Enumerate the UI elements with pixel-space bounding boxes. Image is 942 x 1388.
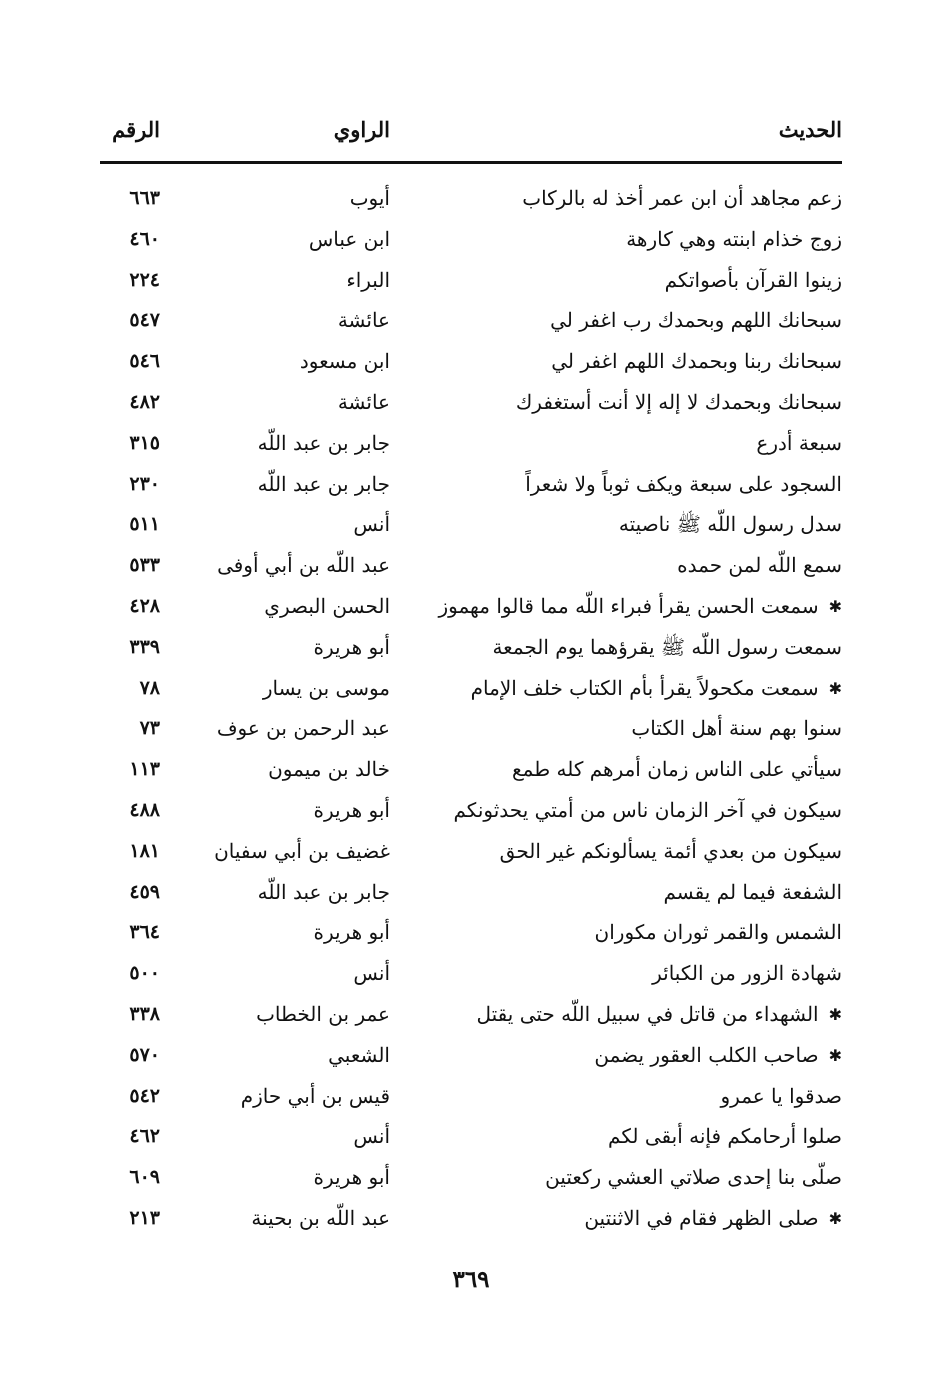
table-header bbox=[100, 112, 842, 152]
hadith-label: الشفعة فيما لم يقسم bbox=[663, 879, 842, 904]
hadith-label: صلوا أرحامكم فإنه أبقى لكم bbox=[608, 1124, 842, 1149]
rawi-name: أبو هريرة bbox=[313, 1165, 390, 1190]
hadith-label: سبحانك وبحمدك لا إله إلا أنت أستغفرك bbox=[515, 389, 842, 414]
hadith-number: ٥٤٧ bbox=[129, 309, 160, 332]
hadith-text bbox=[402, 1035, 842, 1076]
hadith-text bbox=[402, 627, 842, 667]
rawi-name: أبو هريرة bbox=[313, 797, 390, 822]
hadith-text bbox=[402, 912, 842, 952]
rawi-name: عائشة bbox=[337, 308, 390, 333]
table-row bbox=[100, 260, 842, 301]
rawi-name: الشعبي bbox=[328, 1042, 390, 1067]
header-rule bbox=[100, 161, 842, 164]
hadith-label: سبحانك ربنا وبحمدك اللهم اغفر لي bbox=[551, 349, 842, 374]
page-number: ٣٦٩ bbox=[452, 1266, 490, 1293]
table-row bbox=[100, 994, 842, 1035]
hadith-label: السجود على سبعة ويكف ثوباً ولا شعراً bbox=[525, 471, 842, 496]
hadith-text bbox=[402, 260, 842, 300]
hadith-label: سمعت الحسن يقرأ فبراء اللّه مما قالوا مهموز bbox=[438, 593, 819, 618]
rawi-name: أنس bbox=[353, 512, 390, 537]
hadith-number: ٣٣٨ bbox=[129, 1002, 160, 1025]
hadith-number: ٥٣٣ bbox=[129, 554, 160, 577]
hadith-number: ٤٥٩ bbox=[129, 880, 160, 903]
table-row bbox=[100, 423, 842, 464]
rawi-name: جابر بن عبد اللّه bbox=[257, 879, 390, 904]
table-row bbox=[100, 1198, 842, 1239]
table-row bbox=[100, 1035, 842, 1076]
rawi-name: عمر بن الخطاب bbox=[256, 1001, 390, 1026]
hadith-number: ٤٦٢ bbox=[129, 1125, 160, 1148]
hadith-label: سيكون من بعدي أئمة يسألونكم غير الحق bbox=[499, 838, 842, 863]
hadith-label: سمع اللّه لمن حمده bbox=[677, 553, 842, 578]
header-number: الرقم bbox=[112, 117, 160, 142]
hadith-text bbox=[402, 831, 842, 871]
hadith-label: شهادة الزور من الكبائر bbox=[652, 961, 842, 986]
rawi-name: أبو هريرة bbox=[313, 634, 390, 659]
hadith-text bbox=[402, 1157, 842, 1197]
hadith-text bbox=[402, 586, 842, 627]
hadith-label: زوج خذام ابنته وهي كارهة bbox=[626, 226, 842, 251]
hadith-text bbox=[402, 423, 842, 463]
hadith-text bbox=[402, 504, 842, 544]
star-marker-icon: ✱ bbox=[828, 1208, 842, 1228]
hadith-text bbox=[402, 708, 842, 748]
hadith-label: سمعت رسول اللّه ﷺ يقرؤهما يوم الجمعة bbox=[492, 634, 842, 659]
hadith-label: سيأتي على الناس زمان أمرهم كله طمع bbox=[512, 757, 842, 782]
table-row bbox=[100, 872, 842, 913]
rawi-name: البراء bbox=[346, 267, 390, 292]
hadith-number: ٥٠٠ bbox=[129, 962, 160, 985]
rawi-name: أنس bbox=[353, 961, 390, 986]
hadith-label: سمعت مكحولاً يقرأ بأم الكتاب خلف الإمام bbox=[470, 675, 819, 700]
hadith-label: سيكون في آخر الزمان ناس من أمتي يحدثونكم bbox=[453, 797, 842, 822]
table-row bbox=[100, 668, 842, 709]
hadith-text bbox=[402, 749, 842, 789]
index-rows bbox=[100, 178, 842, 1239]
hadith-number: ٢٣٠ bbox=[129, 472, 160, 495]
hadith-label: صدقوا يا عمرو bbox=[720, 1083, 842, 1108]
table-row bbox=[100, 708, 842, 749]
rawi-name: عبد اللّه بن أبي أوفى bbox=[217, 553, 390, 578]
rawi-name: جابر بن عبد اللّه bbox=[257, 430, 390, 455]
hadith-number: ١٨١ bbox=[129, 839, 160, 862]
hadith-number: ٤٦٠ bbox=[129, 227, 160, 250]
rawi-name: عبد الرحمن بن عوف bbox=[216, 716, 390, 741]
hadith-label: صلّى بنا إحدى صلاتي العشي ركعتين bbox=[545, 1165, 842, 1190]
hadith-text bbox=[402, 545, 842, 585]
table-row bbox=[100, 953, 842, 994]
table-row bbox=[100, 382, 842, 423]
table-row bbox=[100, 1116, 842, 1157]
table-row bbox=[100, 219, 842, 260]
table-row bbox=[100, 831, 842, 872]
hadith-number: ٤٨٨ bbox=[129, 798, 160, 821]
star-marker-icon: ✱ bbox=[828, 596, 842, 616]
rawi-name: أنس bbox=[353, 1124, 390, 1149]
hadith-number: ٥١١ bbox=[129, 513, 160, 536]
hadith-text bbox=[402, 1076, 842, 1116]
hadith-text bbox=[402, 219, 842, 259]
hadith-number: ٥٤٦ bbox=[129, 350, 160, 373]
rawi-name: عائشة bbox=[337, 389, 390, 414]
hadith-number: ١١٣ bbox=[129, 758, 160, 781]
table-row bbox=[100, 790, 842, 831]
rawi-name: جابر بن عبد اللّه bbox=[257, 471, 390, 496]
table-row bbox=[100, 1157, 842, 1198]
hadith-number: ٣٦٤ bbox=[129, 921, 160, 944]
rawi-name: عبد اللّه بن بحينة bbox=[251, 1205, 390, 1230]
hadith-text bbox=[402, 1116, 842, 1156]
rawi-name: أبو هريرة bbox=[313, 920, 390, 945]
table-row bbox=[100, 749, 842, 790]
hadith-number: ٣١٥ bbox=[129, 431, 160, 454]
hadith-text bbox=[402, 382, 842, 422]
hadith-number: ٢٢٤ bbox=[129, 268, 160, 291]
rawi-name: ابن مسعود bbox=[299, 349, 390, 374]
hadith-label: سنوا بهم سنة أهل الكتاب bbox=[631, 716, 842, 741]
table-row bbox=[100, 504, 842, 545]
hadith-label: صاحب الكلب العقور يضمن bbox=[594, 1042, 819, 1067]
hadith-text bbox=[402, 464, 842, 504]
hadith-number: ٣٣٩ bbox=[129, 635, 160, 658]
rawi-name: قيس بن أبي حازم bbox=[240, 1083, 390, 1108]
hadith-text bbox=[402, 178, 842, 218]
table-row bbox=[100, 464, 842, 505]
table-row bbox=[100, 627, 842, 668]
table-row bbox=[100, 300, 842, 341]
hadith-text bbox=[402, 300, 842, 340]
hadith-text bbox=[402, 790, 842, 830]
table-row bbox=[100, 178, 842, 219]
hadith-text bbox=[402, 953, 842, 993]
table-row bbox=[100, 586, 842, 627]
hadith-label: الشهداء من قاتل في سبيل اللّه حتى يقتل bbox=[476, 1001, 819, 1026]
hadith-label: صلى الظهر فقام في الاثنتين bbox=[584, 1205, 819, 1230]
rawi-name: خالد بن ميمون bbox=[268, 757, 390, 782]
star-marker-icon: ✱ bbox=[828, 1045, 842, 1065]
hadith-number: ٦٠٩ bbox=[129, 1166, 160, 1189]
hadith-number: ٥٤٢ bbox=[129, 1084, 160, 1107]
hadith-number: ٦٦٣ bbox=[129, 187, 160, 209]
hadith-number: ٧٣ bbox=[139, 717, 160, 740]
hadith-text bbox=[402, 994, 842, 1035]
table-row bbox=[100, 341, 842, 382]
hadith-text bbox=[402, 668, 842, 709]
hadith-number: ٧٨ bbox=[139, 676, 160, 699]
rawi-name: ابن عباس bbox=[308, 226, 390, 251]
header-rawi: الراوي bbox=[333, 117, 390, 142]
hadith-label: سبعة أدرع bbox=[756, 430, 842, 455]
hadith-label: زينوا القرآن بأصواتكم bbox=[664, 267, 842, 292]
hadith-text bbox=[402, 341, 842, 381]
rawi-name: غضيف بن أبي سفيان bbox=[214, 838, 390, 863]
hadith-number: ٤٢٨ bbox=[129, 594, 160, 617]
rawi-name: أيوب bbox=[349, 186, 390, 210]
star-marker-icon: ✱ bbox=[828, 678, 842, 698]
hadith-label: سبحانك اللهم وبحمدك رب اغفر لي bbox=[550, 308, 842, 333]
header-hadith: الحديث bbox=[778, 117, 842, 142]
hadith-text bbox=[402, 1198, 842, 1239]
rawi-name: الحسن البصري bbox=[264, 593, 390, 618]
hadith-label: الشمس والقمر ثوران مكوران bbox=[594, 920, 842, 945]
hadith-label: زعم مجاهد أن ابن عمر أخذ له بالركاب bbox=[522, 186, 842, 210]
hadith-number: ٢١٣ bbox=[129, 1206, 160, 1229]
rawi-name: موسى بن يسار bbox=[262, 675, 390, 700]
hadith-text bbox=[402, 872, 842, 912]
hadith-number: ٤٨٢ bbox=[129, 390, 160, 413]
star-marker-icon: ✱ bbox=[828, 1004, 842, 1024]
hadith-label: سدل رسول اللّه ﷺ ناصيته bbox=[618, 512, 842, 537]
table-row bbox=[100, 1076, 842, 1117]
table-row bbox=[100, 912, 842, 953]
hadith-number: ٥٧٠ bbox=[129, 1043, 160, 1066]
table-row bbox=[100, 545, 842, 586]
